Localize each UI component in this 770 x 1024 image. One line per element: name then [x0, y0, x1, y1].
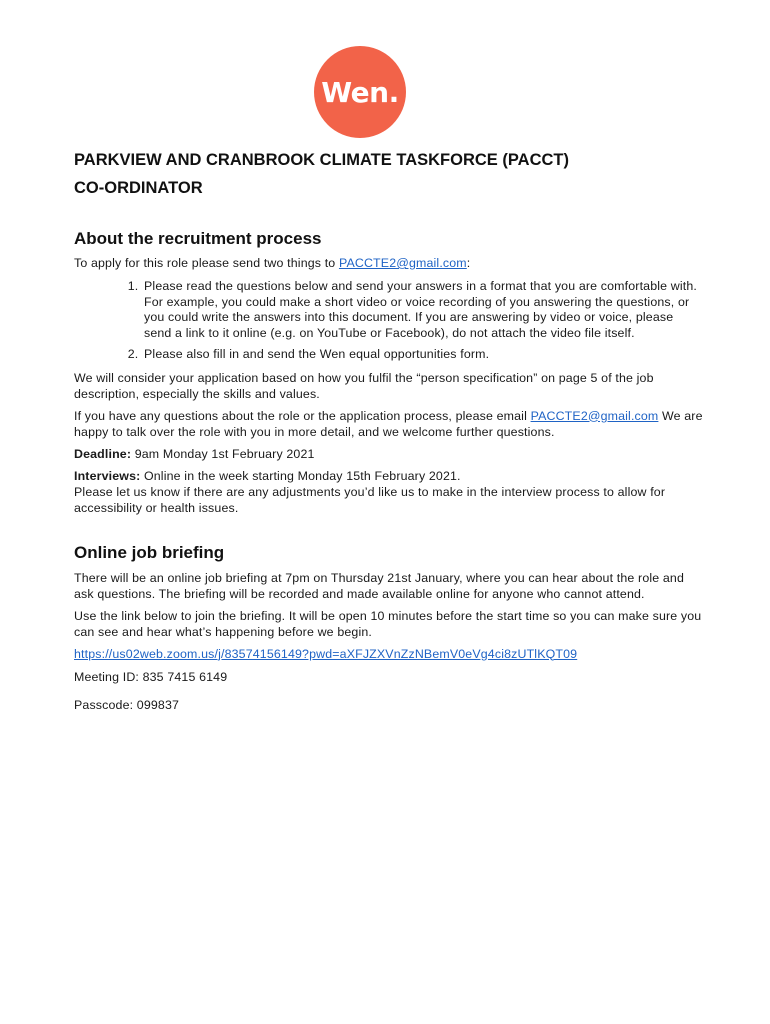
- briefing-paragraph-1: There will be an online job briefing at 7pm on Thursday 21st January, where you can hear about the role and ask questions. The briefing will be recorded and made available online for anyone who cannot attend.: [74, 570, 685, 601]
- title-line-1: PARKVIEW AND CRANBROOK CLIMATE TASKFORCE (PACCT): [74, 151, 569, 169]
- consideration-text: We will consider your application based on how you fulfil the “person specification” on page 5 of the job description, especially the skills and values.: [74, 370, 654, 401]
- interviews-text: [74, 468, 704, 516]
- questions-text: [74, 408, 704, 440]
- document-body: [74, 146, 704, 713]
- email-link[interactable]: PACCTE2@gmail.com: [338, 256, 467, 270]
- deadline-label: Deadline:: [74, 446, 132, 461]
- interviews-value: Online in the week starting Monday 15th February 2021.: [140, 468, 461, 483]
- meeting-id: Meeting ID: 835 7415 6149: [74, 669, 228, 684]
- wen-logo-text: Wen.: [321, 75, 399, 109]
- interviews-label: Interviews:: [74, 468, 141, 483]
- apply-intro-suffix: :: [466, 256, 471, 270]
- briefing-paragraph-2: Use the link below to join the briefing. It will be open 10 minutes before the start time so you can make sure you can see and hear what’s happening before we begin.: [74, 608, 702, 639]
- email-link[interactable]: PACCTE2@gmail.com: [530, 408, 659, 423]
- recruitment-heading: About the recruitment process: [74, 229, 322, 248]
- deadline-value: 9am Monday 1st February 2021: [131, 446, 315, 461]
- questions-suffix: We are happy to talk over the role with you in more detail, and we welcome further questions.: [74, 408, 703, 439]
- adjustments-text: Please let us know if there are any adjustments you’d like us to make in the interview process to allow for accessibility or health issues.: [74, 484, 666, 515]
- list-item: 1. Please read the questions below and send your answers in a format that you are comfortable with. For example, you could make a short video or voice recording of you answering the questions, or you could write the answers into this document. If you are answering by video or voice, please send a link to it online (e.g. on YouTube or Facebook), do not attach the video file itself.: [142, 279, 704, 341]
- page-title: [74, 146, 704, 202]
- list-item: 2. Please also fill in and send the Wen equal opportunities form.: [142, 347, 704, 363]
- apply-intro: [74, 255, 704, 271]
- briefing-heading: Online job briefing: [74, 542, 225, 562]
- apply-intro-prefix: To apply for this role please send two things to: [74, 256, 339, 270]
- passcode: Passcode: 099837: [74, 697, 180, 712]
- questions-prefix: If you have any questions about the role or the application process, please email: [74, 408, 531, 423]
- zoom-link-line: [74, 646, 704, 662]
- deadline-text: [74, 446, 704, 462]
- wen-logo: [314, 46, 406, 138]
- title-line-2: CO-ORDINATOR: [74, 179, 203, 197]
- zoom-link[interactable]: https://us02web.zoom.us/j/83574156149?pwd=aXFJZXVnZzNBemV0eVg4ci8zUTlKQT09: [74, 646, 578, 661]
- apply-steps-list: [74, 279, 704, 363]
